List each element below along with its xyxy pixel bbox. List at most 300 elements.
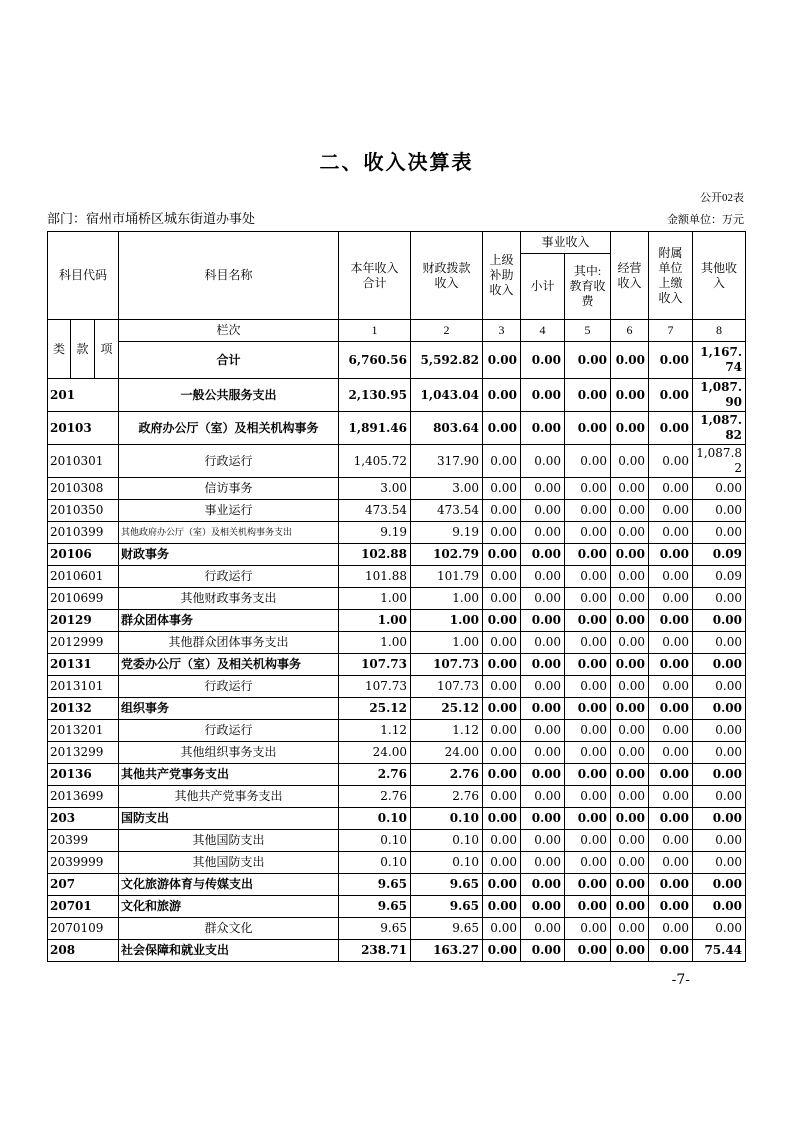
- table-row: [48, 742, 746, 764]
- row-value: 0.00: [483, 610, 521, 632]
- col-header-subject-code: 科目代码: [48, 232, 119, 320]
- table-row: [48, 720, 746, 742]
- row-value: 0.00: [565, 500, 611, 522]
- row-value: 0.00: [649, 412, 693, 445]
- row-value: 0.00: [483, 940, 521, 962]
- row-name: 其他共产党事务支出: [119, 764, 339, 786]
- row-value: 0.10: [411, 852, 483, 874]
- department-label: 部门：宿州市埇桥区城东街道办事处: [47, 211, 256, 226]
- row-name: 信访事务: [119, 478, 339, 500]
- row-value: 0.00: [611, 720, 649, 742]
- row-value: 0.00: [483, 764, 521, 786]
- row-name: 其他群众团体事务支出: [119, 632, 339, 654]
- total-value: 0.00: [483, 342, 521, 379]
- row-value: 0.00: [693, 808, 746, 830]
- row-value: 1,405.72: [339, 445, 411, 478]
- row-name: 群众团体事务: [119, 610, 339, 632]
- row-value: 0.00: [649, 742, 693, 764]
- row-code: 20132: [48, 698, 119, 720]
- row-value: 0.00: [565, 720, 611, 742]
- row-code: 2010699: [48, 588, 119, 610]
- row-name: 其他共产党事务支出: [119, 786, 339, 808]
- row-name: 财政事务: [119, 544, 339, 566]
- row-value: 107.73: [411, 654, 483, 676]
- col-header-item: 项: [95, 320, 119, 379]
- row-value: 0.00: [565, 742, 611, 764]
- table-row: [48, 654, 746, 676]
- row-value: 0.00: [521, 896, 565, 918]
- row-code: 2013201: [48, 720, 119, 742]
- col-header-current-year-total: 本年收入合计: [339, 232, 411, 320]
- row-code: 20136: [48, 764, 119, 786]
- row-value: 0.00: [521, 852, 565, 874]
- row-value: 0.00: [483, 698, 521, 720]
- row-value: 0.00: [649, 544, 693, 566]
- row-value: 0.00: [483, 676, 521, 698]
- row-value: 0.00: [565, 379, 611, 412]
- row-value: 0.00: [649, 896, 693, 918]
- col-number: 7: [649, 320, 693, 342]
- row-value: 0.10: [339, 808, 411, 830]
- row-value: 473.54: [339, 500, 411, 522]
- row-value: 101.79: [411, 566, 483, 588]
- row-name: 群众文化: [119, 918, 339, 940]
- table-code-label: 公开02表: [700, 192, 744, 204]
- row-value: 0.00: [483, 478, 521, 500]
- row-code: 20399: [48, 830, 119, 852]
- row-value: 0.00: [483, 632, 521, 654]
- row-value: 0.00: [483, 500, 521, 522]
- row-value: 0.00: [693, 632, 746, 654]
- table-row: [48, 610, 746, 632]
- row-value: 0.00: [565, 478, 611, 500]
- row-value: 0.00: [693, 500, 746, 522]
- row-value: 0.00: [611, 808, 649, 830]
- row-code: 2010350: [48, 500, 119, 522]
- row-name: 一般公共服务支出: [119, 379, 339, 412]
- table-row: [48, 478, 746, 500]
- row-name: 行政运行: [119, 676, 339, 698]
- row-value: 2,130.95: [339, 379, 411, 412]
- income-table: [47, 231, 746, 962]
- total-label: 合计: [119, 342, 339, 379]
- row-code: 20106: [48, 544, 119, 566]
- row-value: 0.00: [565, 786, 611, 808]
- row-value: 0.00: [483, 720, 521, 742]
- col-number: 4: [521, 320, 565, 342]
- row-value: 9.19: [411, 522, 483, 544]
- total-value: 0.00: [611, 342, 649, 379]
- table-row: [48, 522, 746, 544]
- row-value: 0.00: [565, 522, 611, 544]
- row-value: 0.00: [483, 654, 521, 676]
- row-value: 238.71: [339, 940, 411, 962]
- row-value: 0.00: [693, 588, 746, 610]
- table-row: [48, 830, 746, 852]
- table-header: [48, 232, 746, 320]
- row-code: 20701: [48, 896, 119, 918]
- total-value: 0.00: [521, 342, 565, 379]
- row-code: 20129: [48, 610, 119, 632]
- row-value: 0.00: [611, 896, 649, 918]
- row-value: 0.00: [611, 698, 649, 720]
- row-code: 2012999: [48, 632, 119, 654]
- row-value: 0.00: [693, 676, 746, 698]
- row-value: 0.00: [565, 940, 611, 962]
- row-value: 0.00: [649, 874, 693, 896]
- page-number: -7-: [671, 972, 690, 988]
- row-name: 其他组织事务支出: [119, 742, 339, 764]
- row-value: 0.00: [649, 918, 693, 940]
- row-name: 国防支出: [119, 808, 339, 830]
- row-value: 0.00: [611, 412, 649, 445]
- row-value: 0.00: [611, 478, 649, 500]
- row-value: 0.00: [565, 412, 611, 445]
- row-value: 0.00: [521, 786, 565, 808]
- col-number: 6: [611, 320, 649, 342]
- row-name: 文化和旅游: [119, 896, 339, 918]
- row-value: 1,087.90: [693, 379, 746, 412]
- row-value: 0.00: [521, 412, 565, 445]
- row-value: 473.54: [411, 500, 483, 522]
- row-value: 1.00: [411, 588, 483, 610]
- row-value: 0.00: [649, 500, 693, 522]
- row-value: 0.00: [565, 445, 611, 478]
- row-name: 组织事务: [119, 698, 339, 720]
- row-name: 行政运行: [119, 566, 339, 588]
- row-name: 行政运行: [119, 445, 339, 478]
- row-value: 0.00: [483, 808, 521, 830]
- row-value: 0.00: [483, 566, 521, 588]
- row-value: 0.00: [483, 412, 521, 445]
- row-value: 0.00: [565, 896, 611, 918]
- row-name: 其他国防支出: [119, 852, 339, 874]
- row-value: 0.00: [611, 654, 649, 676]
- row-value: 24.00: [339, 742, 411, 764]
- row-name: 行政运行: [119, 720, 339, 742]
- row-value: 0.00: [565, 544, 611, 566]
- row-value: 0.00: [521, 445, 565, 478]
- row-value: 0.00: [649, 698, 693, 720]
- row-value: 0.00: [521, 379, 565, 412]
- row-value: 0.00: [565, 698, 611, 720]
- row-name: 社会保障和就业支出: [119, 940, 339, 962]
- row-value: 0.00: [649, 478, 693, 500]
- row-value: 0.00: [565, 566, 611, 588]
- row-value: 0.00: [483, 522, 521, 544]
- col-number: 3: [483, 320, 521, 342]
- row-value: 0.00: [649, 522, 693, 544]
- table-row: [48, 918, 746, 940]
- row-value: 0.00: [693, 852, 746, 874]
- row-value: 0.00: [611, 445, 649, 478]
- total-value: 0.00: [565, 342, 611, 379]
- row-value: 102.88: [339, 544, 411, 566]
- row-value: 0.00: [693, 764, 746, 786]
- row-value: 0.00: [483, 786, 521, 808]
- row-value: 101.88: [339, 566, 411, 588]
- row-value: 25.12: [411, 698, 483, 720]
- row-code: 2010301: [48, 445, 119, 478]
- row-value: 1,891.46: [339, 412, 411, 445]
- row-value: 0.00: [521, 478, 565, 500]
- row-value: 1,043.04: [411, 379, 483, 412]
- row-value: 0.00: [693, 478, 746, 500]
- row-value: 0.00: [649, 720, 693, 742]
- row-value: 0.00: [565, 632, 611, 654]
- row-name: 其他国防支出: [119, 830, 339, 852]
- row-value: 2.76: [411, 764, 483, 786]
- row-value: 0.00: [521, 588, 565, 610]
- row-code: 20103: [48, 412, 119, 445]
- row-value: 0.00: [521, 940, 565, 962]
- row-name: 其他政府办公厅（室）及相关机构事务支出: [119, 522, 339, 544]
- table-row: [48, 632, 746, 654]
- row-value: 0.00: [565, 830, 611, 852]
- row-value: 0.00: [649, 379, 693, 412]
- row-value: 0.00: [649, 830, 693, 852]
- row-value: 0.00: [521, 808, 565, 830]
- row-code: 2013101: [48, 676, 119, 698]
- row-value: 0.00: [521, 830, 565, 852]
- table-row: [48, 940, 746, 962]
- row-code: 2010399: [48, 522, 119, 544]
- table-row: [48, 764, 746, 786]
- row-value: 0.00: [521, 566, 565, 588]
- row-value: 0.00: [611, 830, 649, 852]
- row-value: 2.76: [339, 764, 411, 786]
- table-body: [48, 320, 746, 962]
- row-value: 9.65: [411, 874, 483, 896]
- row-value: 1.12: [411, 720, 483, 742]
- row-code: 2013699: [48, 786, 119, 808]
- col-header-fiscal-grant: 财政拨款收入: [411, 232, 483, 320]
- table-row: [48, 786, 746, 808]
- row-name: 事业运行: [119, 500, 339, 522]
- row-value: 0.00: [611, 764, 649, 786]
- row-code: 207: [48, 874, 119, 896]
- table-row: [48, 896, 746, 918]
- row-value: 0.00: [649, 566, 693, 588]
- row-value: 0.00: [483, 896, 521, 918]
- row-value: 0.00: [521, 544, 565, 566]
- row-value: 75.44: [693, 940, 746, 962]
- row-value: 0.00: [565, 588, 611, 610]
- row-value: 0.00: [521, 720, 565, 742]
- col-header-subtotal: 小计: [521, 254, 565, 320]
- row-value: 0.00: [521, 874, 565, 896]
- row-value: 0.00: [693, 918, 746, 940]
- row-value: 0.09: [693, 544, 746, 566]
- col-number: 1: [339, 320, 411, 342]
- col-header-education-fee: 其中:教育收费: [565, 254, 611, 320]
- row-value: 0.00: [521, 918, 565, 940]
- total-row: [48, 342, 746, 379]
- row-value: 0.00: [611, 852, 649, 874]
- lanci-label: 栏次: [119, 320, 339, 342]
- row-value: 0.00: [521, 610, 565, 632]
- row-value: 0.10: [339, 830, 411, 852]
- row-name: 文化旅游体育与传媒支出: [119, 874, 339, 896]
- row-value: 0.00: [649, 852, 693, 874]
- row-value: 9.65: [339, 874, 411, 896]
- table-row: [48, 566, 746, 588]
- row-value: 0.00: [483, 379, 521, 412]
- row-value: 0.00: [565, 808, 611, 830]
- row-value: 0.00: [693, 522, 746, 544]
- row-value: 9.65: [411, 896, 483, 918]
- row-value: 803.64: [411, 412, 483, 445]
- row-value: 102.79: [411, 544, 483, 566]
- row-value: 0.00: [611, 566, 649, 588]
- row-value: 0.00: [649, 808, 693, 830]
- row-value: 0.00: [521, 522, 565, 544]
- table-row: [48, 676, 746, 698]
- row-value: 0.00: [521, 654, 565, 676]
- total-value: 1,167.74: [693, 342, 746, 379]
- row-value: 0.00: [611, 918, 649, 940]
- row-value: 0.00: [483, 742, 521, 764]
- row-value: 0.00: [649, 445, 693, 478]
- row-value: 0.00: [693, 610, 746, 632]
- row-value: 0.00: [649, 676, 693, 698]
- row-value: 0.00: [521, 764, 565, 786]
- row-value: 1.00: [339, 610, 411, 632]
- total-value: 6,760.56: [339, 342, 411, 379]
- col-header-operating-income: 经营收入: [611, 232, 649, 320]
- row-value: 0.00: [521, 632, 565, 654]
- row-value: 0.00: [521, 500, 565, 522]
- row-code: 2010308: [48, 478, 119, 500]
- row-value: 0.00: [693, 654, 746, 676]
- row-value: 0.00: [649, 764, 693, 786]
- col-header-business-income: 事业收入: [521, 232, 611, 254]
- row-value: 0.00: [693, 896, 746, 918]
- row-value: 0.00: [649, 786, 693, 808]
- row-value: 1.00: [411, 610, 483, 632]
- row-value: 0.00: [483, 445, 521, 478]
- row-value: 1,087.82: [693, 445, 746, 478]
- row-value: 9.19: [339, 522, 411, 544]
- row-code: 2070109: [48, 918, 119, 940]
- row-value: 0.00: [693, 742, 746, 764]
- row-value: 0.00: [649, 940, 693, 962]
- row-value: 3.00: [411, 478, 483, 500]
- row-value: 0.00: [649, 610, 693, 632]
- row-value: 107.73: [339, 676, 411, 698]
- row-value: 0.00: [565, 764, 611, 786]
- row-value: 0.00: [611, 588, 649, 610]
- row-value: 0.00: [611, 676, 649, 698]
- table-row: [48, 500, 746, 522]
- table-row: [48, 544, 746, 566]
- row-value: 0.10: [411, 830, 483, 852]
- row-code: 2013299: [48, 742, 119, 764]
- page-title: 二、收入决算表: [319, 152, 474, 174]
- row-value: 0.00: [565, 610, 611, 632]
- row-value: 0.00: [611, 500, 649, 522]
- row-value: 0.00: [611, 610, 649, 632]
- table-row: [48, 445, 746, 478]
- row-value: 0.00: [483, 544, 521, 566]
- row-code: 2039999: [48, 852, 119, 874]
- row-value: 3.00: [339, 478, 411, 500]
- row-value: 163.27: [411, 940, 483, 962]
- row-value: 0.00: [649, 654, 693, 676]
- row-value: 0.00: [693, 786, 746, 808]
- row-code: 203: [48, 808, 119, 830]
- row-value: 0.00: [693, 874, 746, 896]
- row-value: 0.00: [565, 852, 611, 874]
- row-value: 0.00: [483, 918, 521, 940]
- col-header-subject-name: 科目名称: [119, 232, 339, 320]
- row-value: 0.00: [611, 742, 649, 764]
- total-value: 5,592.82: [411, 342, 483, 379]
- row-value: 25.12: [339, 698, 411, 720]
- col-header-superior-subsidy: 上级补助收入: [483, 232, 521, 320]
- row-name: 其他财政事务支出: [119, 588, 339, 610]
- row-value: 24.00: [411, 742, 483, 764]
- row-value: 0.00: [611, 874, 649, 896]
- col-header-affiliated-remit: 附属单位上缴收入: [649, 232, 693, 320]
- table-row: [48, 808, 746, 830]
- row-value: 0.00: [649, 588, 693, 610]
- row-value: 0.00: [483, 588, 521, 610]
- row-value: 107.73: [411, 676, 483, 698]
- table-row: [48, 379, 746, 412]
- column-index-row: [48, 320, 746, 342]
- row-value: 1.12: [339, 720, 411, 742]
- row-value: 0.00: [521, 676, 565, 698]
- row-value: 0.00: [611, 522, 649, 544]
- col-header-class: 类: [48, 320, 71, 379]
- table-row: [48, 412, 746, 445]
- row-value: 0.00: [611, 786, 649, 808]
- row-value: 0.00: [611, 379, 649, 412]
- col-number: 5: [565, 320, 611, 342]
- row-value: 317.90: [411, 445, 483, 478]
- row-value: 0.00: [611, 940, 649, 962]
- row-value: 2.76: [339, 786, 411, 808]
- row-value: 0.00: [693, 698, 746, 720]
- row-value: 0.00: [483, 852, 521, 874]
- row-value: 0.00: [483, 874, 521, 896]
- row-value: 0.00: [611, 544, 649, 566]
- row-value: 0.00: [483, 830, 521, 852]
- row-code: 20131: [48, 654, 119, 676]
- row-value: 9.65: [411, 918, 483, 940]
- row-name: 政府办公厅（室）及相关机构事务: [119, 412, 339, 445]
- row-value: 0.10: [411, 808, 483, 830]
- row-value: 1,087.82: [693, 412, 746, 445]
- col-header-other-income: 其他收入: [693, 232, 746, 320]
- row-value: 0.00: [649, 632, 693, 654]
- row-value: 0.10: [339, 852, 411, 874]
- col-number: 8: [693, 320, 746, 342]
- table-row: [48, 874, 746, 896]
- table-row: [48, 698, 746, 720]
- row-value: 0.00: [521, 742, 565, 764]
- row-value: 0.00: [565, 654, 611, 676]
- table-row: [48, 588, 746, 610]
- meta-row: [0, 205, 793, 231]
- row-code: 201: [48, 379, 119, 412]
- table-row: [48, 852, 746, 874]
- row-code: 208: [48, 940, 119, 962]
- row-value: 0.00: [521, 698, 565, 720]
- row-value: 0.09: [693, 566, 746, 588]
- row-value: 1.00: [411, 632, 483, 654]
